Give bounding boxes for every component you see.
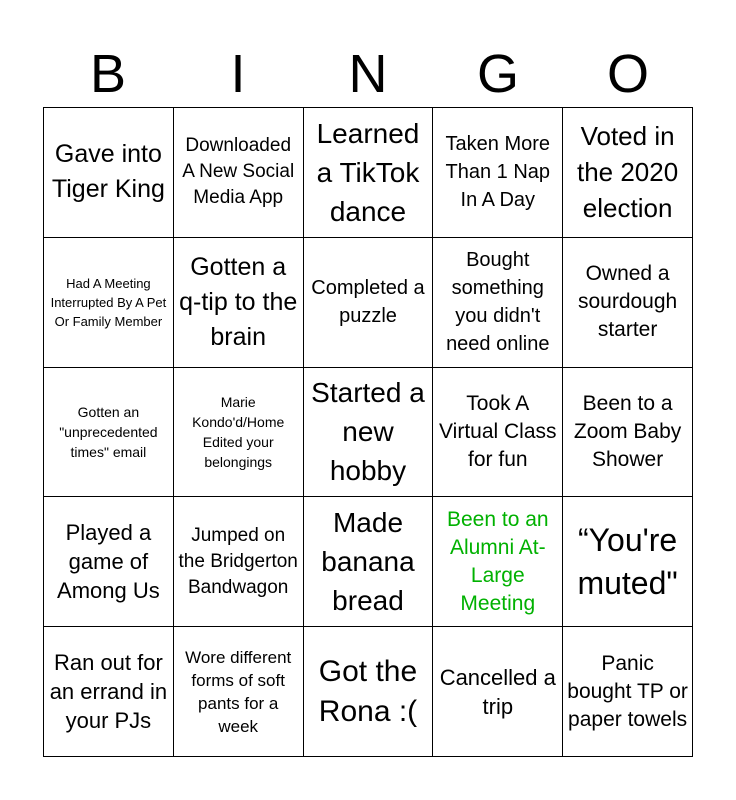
bingo-cell-text: Owned a sourdough starter: [577, 262, 678, 342]
bingo-cell[interactable]: [304, 368, 434, 498]
bingo-cell-text: Bought something you didn't need online: [446, 249, 550, 356]
bingo-cell[interactable]: [174, 368, 304, 498]
bingo-cell-text: Learned a TikTok dance: [316, 117, 420, 227]
bingo-cell[interactable]: [433, 368, 563, 498]
bingo-cell[interactable]: [563, 627, 693, 757]
bingo-cell[interactable]: [563, 368, 693, 498]
bingo-cell[interactable]: [174, 497, 304, 627]
bingo-cell[interactable]: [304, 627, 434, 757]
bingo-cell-text: Played a game of Among Us: [57, 520, 160, 604]
bingo-cell[interactable]: [174, 108, 304, 238]
bingo-cell-text: Panic bought TP or paper towels: [567, 651, 688, 731]
bingo-cell-text: Voted in the 2020 election: [576, 121, 679, 224]
bingo-cell-text: Gotten an "unprecedented times" email: [59, 403, 158, 460]
header-letter-o: O: [606, 44, 649, 104]
bingo-cell[interactable]: [563, 497, 693, 627]
bingo-cell[interactable]: [304, 497, 434, 627]
bingo-cell[interactable]: [433, 627, 563, 757]
bingo-cell-text: Started a new hobby: [311, 377, 425, 487]
bingo-cell-text: Made banana bread: [321, 507, 415, 617]
bingo-cell[interactable]: [563, 108, 693, 238]
bingo-cell-text: Wore different forms of soft pants for a week: [185, 647, 292, 736]
bingo-cell-text: Taken More Than 1 Nap In A Day: [445, 133, 551, 212]
bingo-cell-text: Jumped on the Bridgerton Bandwagon: [178, 524, 298, 598]
bingo-cell[interactable]: [304, 238, 434, 368]
bingo-cell[interactable]: [174, 238, 304, 368]
bingo-cell[interactable]: [44, 368, 174, 498]
bingo-cell[interactable]: [304, 108, 434, 238]
bingo-cell[interactable]: [433, 108, 563, 238]
bingo-cell-text: Took A Virtual Class for fun: [439, 391, 557, 471]
bingo-cell-text: Completed a puzzle: [311, 277, 425, 328]
bingo-cell-text: Been to an Alumni At-Large Meeting: [446, 507, 549, 615]
bingo-cell-text: Gotten a q-tip to the brain: [179, 252, 298, 351]
bingo-grid: [43, 107, 693, 757]
bingo-cell[interactable]: [44, 497, 174, 627]
bingo-cell-text: Got the Rona :(: [318, 654, 418, 728]
header-letter-i: I: [230, 44, 246, 104]
bingo-cell-text: Cancelled a trip: [439, 664, 556, 719]
bingo-cell[interactable]: [433, 238, 563, 368]
header-letter-g: G: [476, 44, 519, 104]
bingo-cell[interactable]: [174, 627, 304, 757]
bingo-cell-free-space[interactable]: [433, 497, 563, 627]
bingo-header: [43, 40, 693, 108]
bingo-cell-text: Ran out for an errand in your PJs: [49, 650, 168, 734]
bingo-cell-text: Had A Meeting Interrupted By A Pet Or Family Member: [50, 275, 167, 329]
bingo-cell[interactable]: [44, 627, 174, 757]
bingo-cell-text: Downloaded A New Social Media App: [182, 135, 295, 209]
bingo-cell-text: Gave into Tiger King: [51, 140, 165, 204]
bingo-cell-text: Marie Kondo'd/Home Edited your belongings: [192, 393, 285, 470]
bingo-cell[interactable]: [563, 238, 693, 368]
bingo-cell-text: Been to a Zoom Baby Shower: [573, 391, 682, 471]
bingo-cell[interactable]: [44, 108, 174, 238]
bingo-cell-text: “You're muted": [577, 521, 678, 601]
header-letter-b: B: [89, 44, 127, 104]
bingo-cell[interactable]: [44, 238, 174, 368]
header-letter-n: N: [348, 44, 388, 104]
